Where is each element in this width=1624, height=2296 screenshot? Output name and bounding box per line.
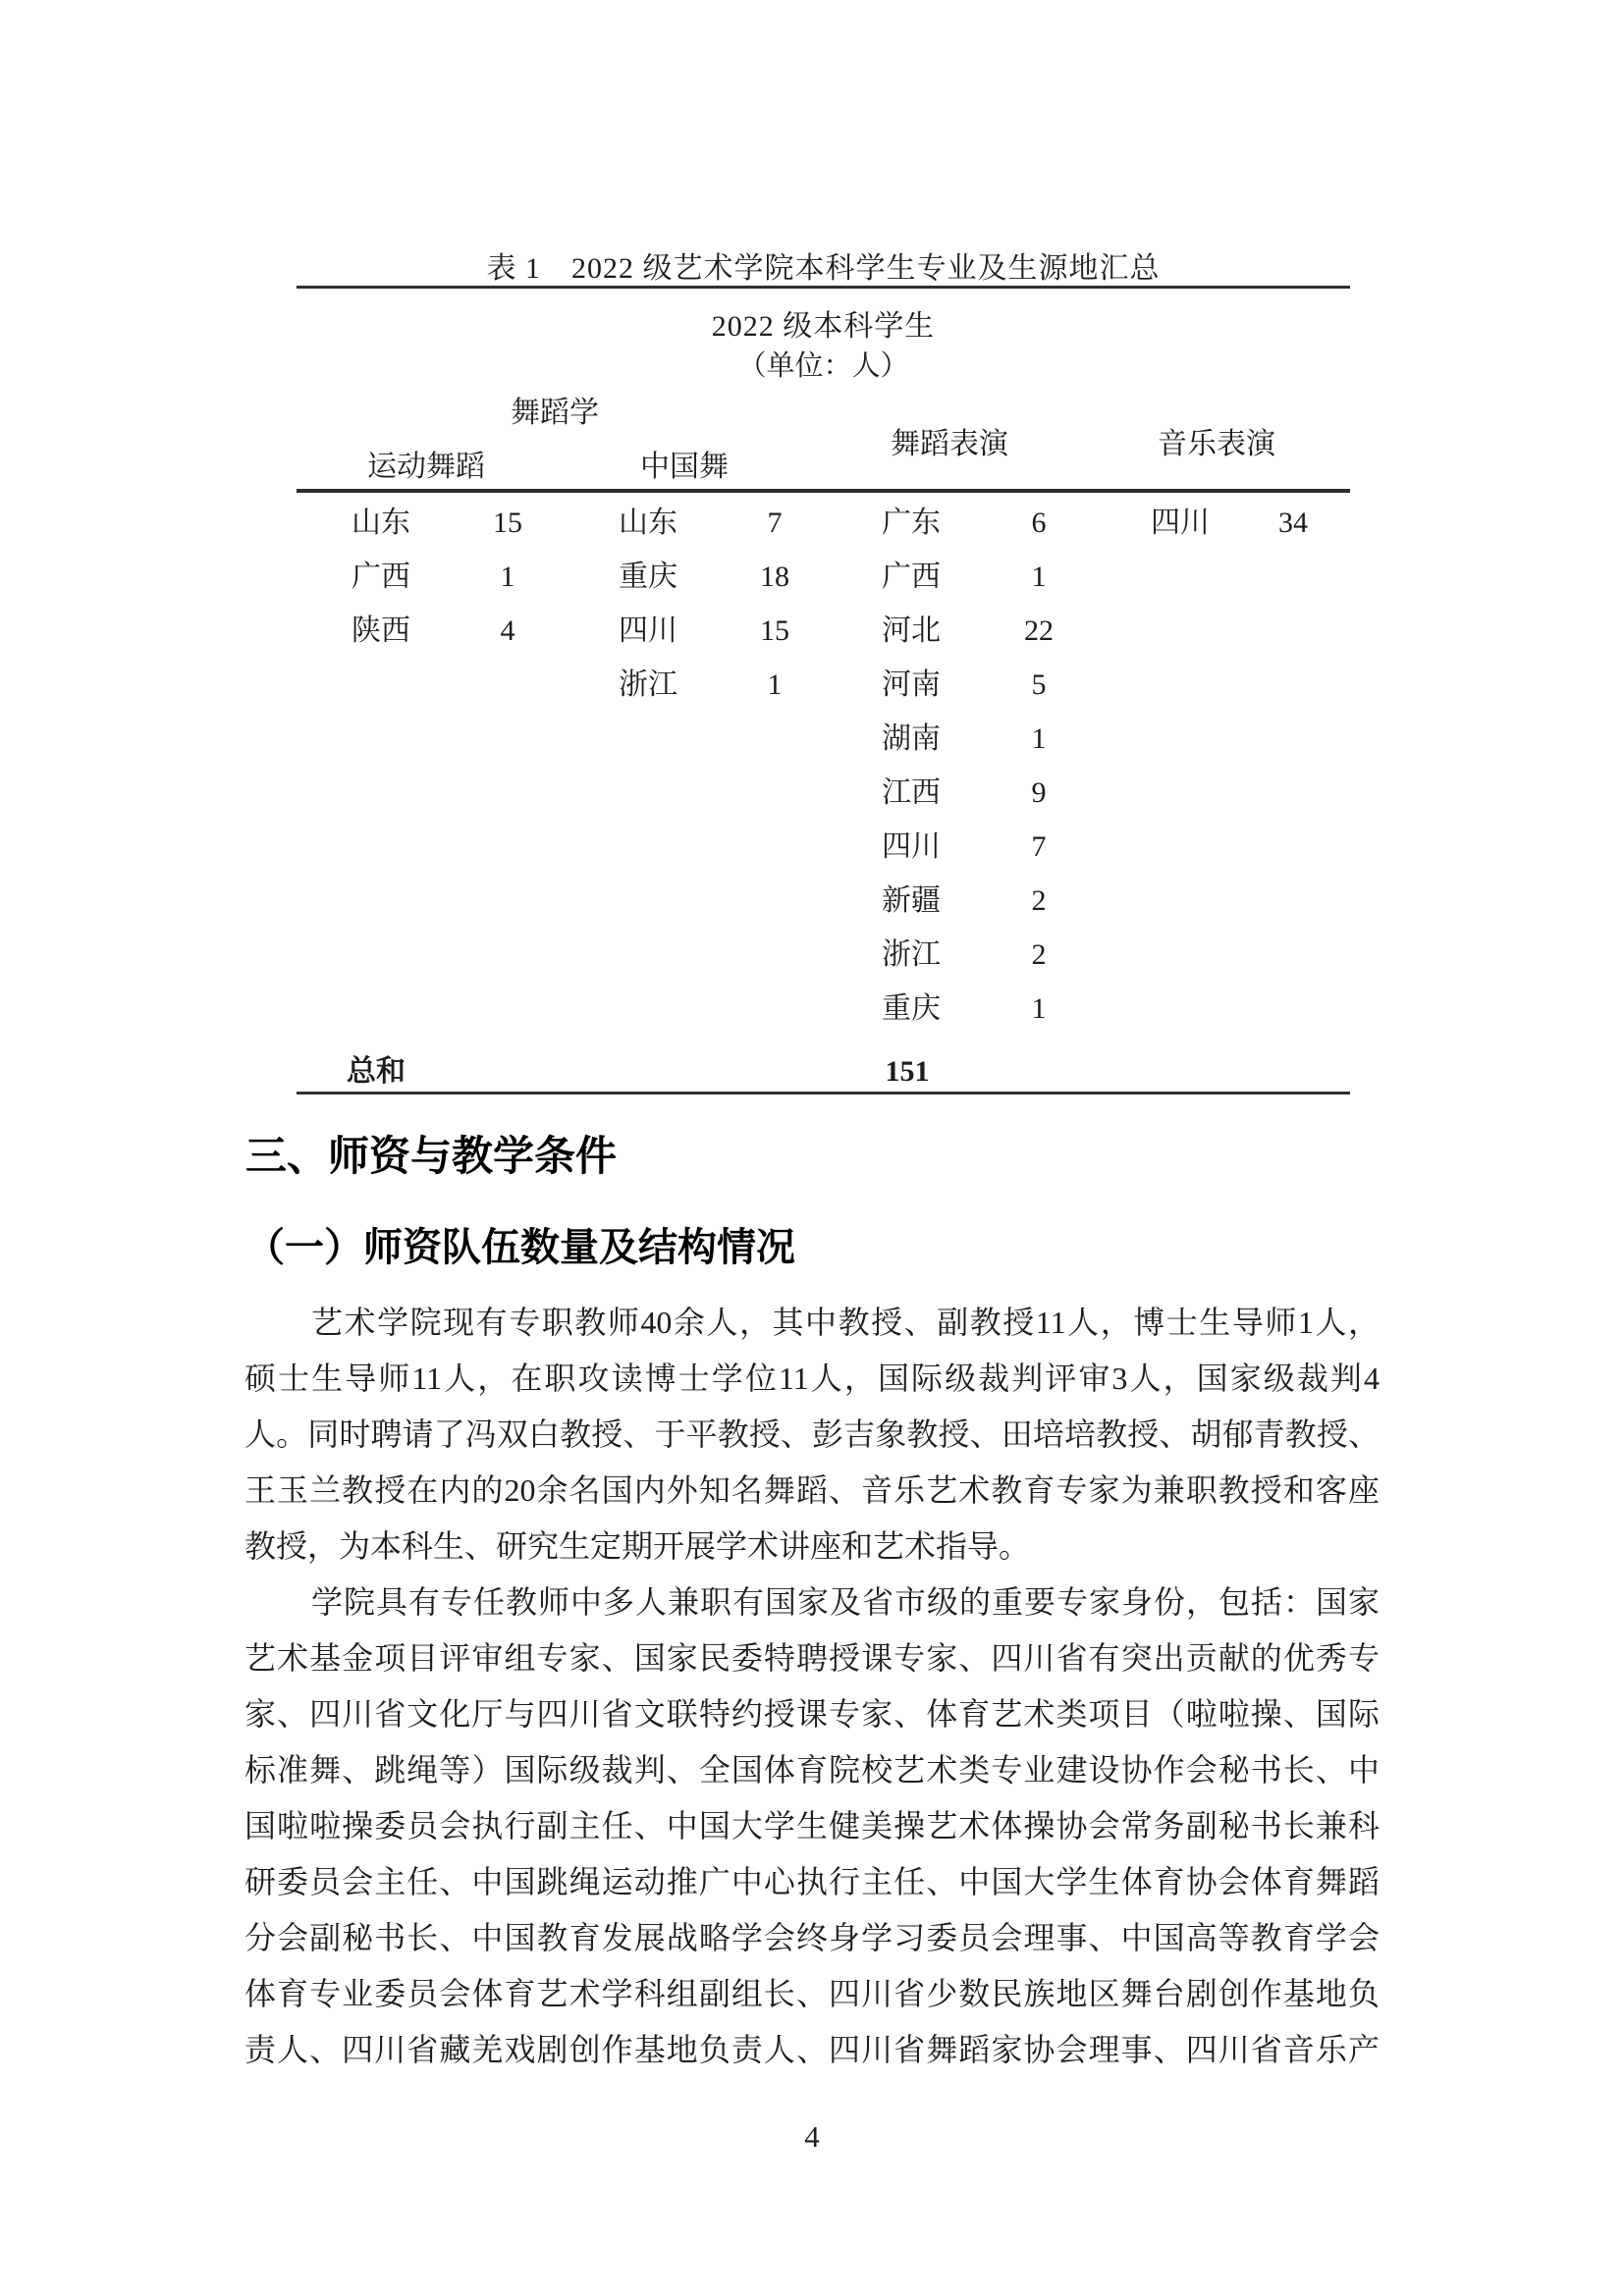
table-unit-label: （单位：人） bbox=[737, 350, 909, 382]
table-cell-province: 重庆 bbox=[619, 561, 677, 593]
section-subheading: （一）师资队伍数量及结构情况 bbox=[245, 1226, 795, 1269]
paragraph-line: 研委员会主任、中国跳绳运动推广中心执行主任、中国大学生体育协会体育舞蹈 bbox=[244, 1864, 1380, 1899]
paragraph-line: 国啦啦操委员会执行副主任、中国大学生健美操艺术体操协会常务副秘书长兼科 bbox=[244, 1808, 1380, 1843]
table-cell-value: 2 bbox=[1031, 884, 1047, 917]
table-cell-province: 浙江 bbox=[619, 668, 677, 701]
table-cell-value: 34 bbox=[1278, 507, 1308, 539]
paragraph-line: 硕士生导师11人，在职攻读博士学位11人，国际级裁判评审3人，国家级裁判4 bbox=[244, 1361, 1380, 1396]
table-cell-value: 18 bbox=[760, 561, 789, 593]
table-cell-value: 1 bbox=[767, 668, 783, 701]
table-cell-province: 重庆 bbox=[882, 992, 941, 1025]
table-cell-province: 广西 bbox=[352, 561, 410, 593]
table-cell-province: 陕西 bbox=[352, 614, 410, 647]
column-header-dance-performance: 舞蹈表演 bbox=[891, 428, 1008, 460]
table-cell-value: 4 bbox=[500, 614, 515, 647]
table-cell-value: 1 bbox=[1031, 992, 1047, 1025]
column-group-header-dance-studies: 舞蹈学 bbox=[511, 397, 599, 429]
table-cell-value: 6 bbox=[1031, 507, 1047, 539]
table-cell-province: 四川 bbox=[1151, 507, 1210, 539]
paragraph-line: 家、四川省文化厅与四川省文联特约授课专家、体育艺术类项目（啦啦操、国际 bbox=[244, 1696, 1380, 1732]
table-cell-value: 7 bbox=[1031, 830, 1047, 863]
table-cell-province: 江西 bbox=[882, 776, 941, 809]
table-cell-province: 广东 bbox=[882, 507, 941, 539]
table-cell-value: 1 bbox=[1031, 722, 1047, 755]
column-header-chinese-dance: 中国舞 bbox=[640, 451, 729, 483]
body-text bbox=[244, 1295, 1380, 2078]
table-title: 2022 级本科学生 bbox=[711, 310, 936, 343]
table-cell-value: 1 bbox=[1031, 561, 1047, 593]
table-cell-province: 广西 bbox=[882, 561, 941, 593]
paragraph-line: 王玉兰教授在内的20余名国内外知名舞蹈、音乐艺术教育专家为兼职教授和客座 bbox=[244, 1472, 1380, 1508]
table-cell-value: 22 bbox=[1024, 614, 1054, 647]
paragraph-line: 体育专业委员会体育艺术学科组副组长、四川省少数民族地区舞台剧创作基地负 bbox=[244, 1976, 1380, 2011]
table-cell-value: 1 bbox=[500, 561, 515, 593]
table-cell-province: 山东 bbox=[619, 507, 677, 539]
table-rule-top bbox=[297, 286, 1350, 289]
table-cell-province: 河北 bbox=[882, 614, 941, 647]
paragraph-line: 分会副秘书长、中国教育发展战略学会终身学习委员会理事、中国高等教育学会 bbox=[244, 1920, 1380, 1955]
table-caption: 表 1 2022 级艺术学院本科学生专业及生源地汇总 bbox=[486, 252, 1161, 285]
table-cell-province: 山东 bbox=[352, 507, 410, 539]
paragraph-line: 人。同时聘请了冯双白教授、于平教授、彭吉象教授、田培培教授、胡郁青教授、 bbox=[244, 1416, 1380, 1452]
paragraph-line: 艺术学院现有专职教师40余人，其中教授、副教授11人，博士生导师1人， bbox=[311, 1305, 1380, 1340]
table-cell-province: 河南 bbox=[882, 668, 941, 701]
table-cell-province: 新疆 bbox=[882, 884, 941, 917]
table-cell-value: 15 bbox=[760, 614, 789, 647]
table-cell-province: 浙江 bbox=[882, 938, 941, 971]
table-total-value: 151 bbox=[885, 1055, 930, 1088]
paragraph-line: 学院具有专任教师中多人兼职有国家及省市级的重要专家身份，包括：国家 bbox=[311, 1584, 1380, 1620]
table-rule-bottom bbox=[297, 1092, 1350, 1095]
table-cell-value: 2 bbox=[1031, 938, 1047, 971]
table-rule-header bbox=[297, 489, 1350, 493]
page-number: 4 bbox=[804, 2119, 820, 2154]
table-cell-value: 9 bbox=[1031, 776, 1047, 809]
table-cell-value: 15 bbox=[493, 507, 522, 539]
column-header-sport-dance: 运动舞蹈 bbox=[367, 451, 485, 483]
table-cell-value: 7 bbox=[767, 507, 783, 539]
table-cell-value: 5 bbox=[1031, 668, 1047, 701]
table-cell-province: 湖南 bbox=[882, 722, 941, 755]
table-total-label: 总和 bbox=[347, 1055, 406, 1088]
paragraph-line: 教授，为本科生、研究生定期开展学术讲座和艺术指导。 bbox=[244, 1528, 1031, 1564]
table-cell-province: 四川 bbox=[619, 614, 677, 647]
table-cell-province: 四川 bbox=[882, 830, 941, 863]
paragraph-line: 责人、四川省藏羌戏剧创作基地负责人、四川省舞蹈家协会理事、四川省音乐产 bbox=[244, 2032, 1380, 2067]
paragraph-line: 标准舞、跳绳等）国际级裁判、全国体育院校艺术类专业建设协作会秘书长、中 bbox=[244, 1752, 1380, 1788]
section-heading: 三、师资与教学条件 bbox=[245, 1133, 618, 1179]
paragraph-line: 艺术基金项目评审组专家、国家民委特聘授课专家、四川省有突出贡献的优秀专 bbox=[244, 1640, 1380, 1676]
column-header-music-performance: 音乐表演 bbox=[1158, 428, 1275, 460]
